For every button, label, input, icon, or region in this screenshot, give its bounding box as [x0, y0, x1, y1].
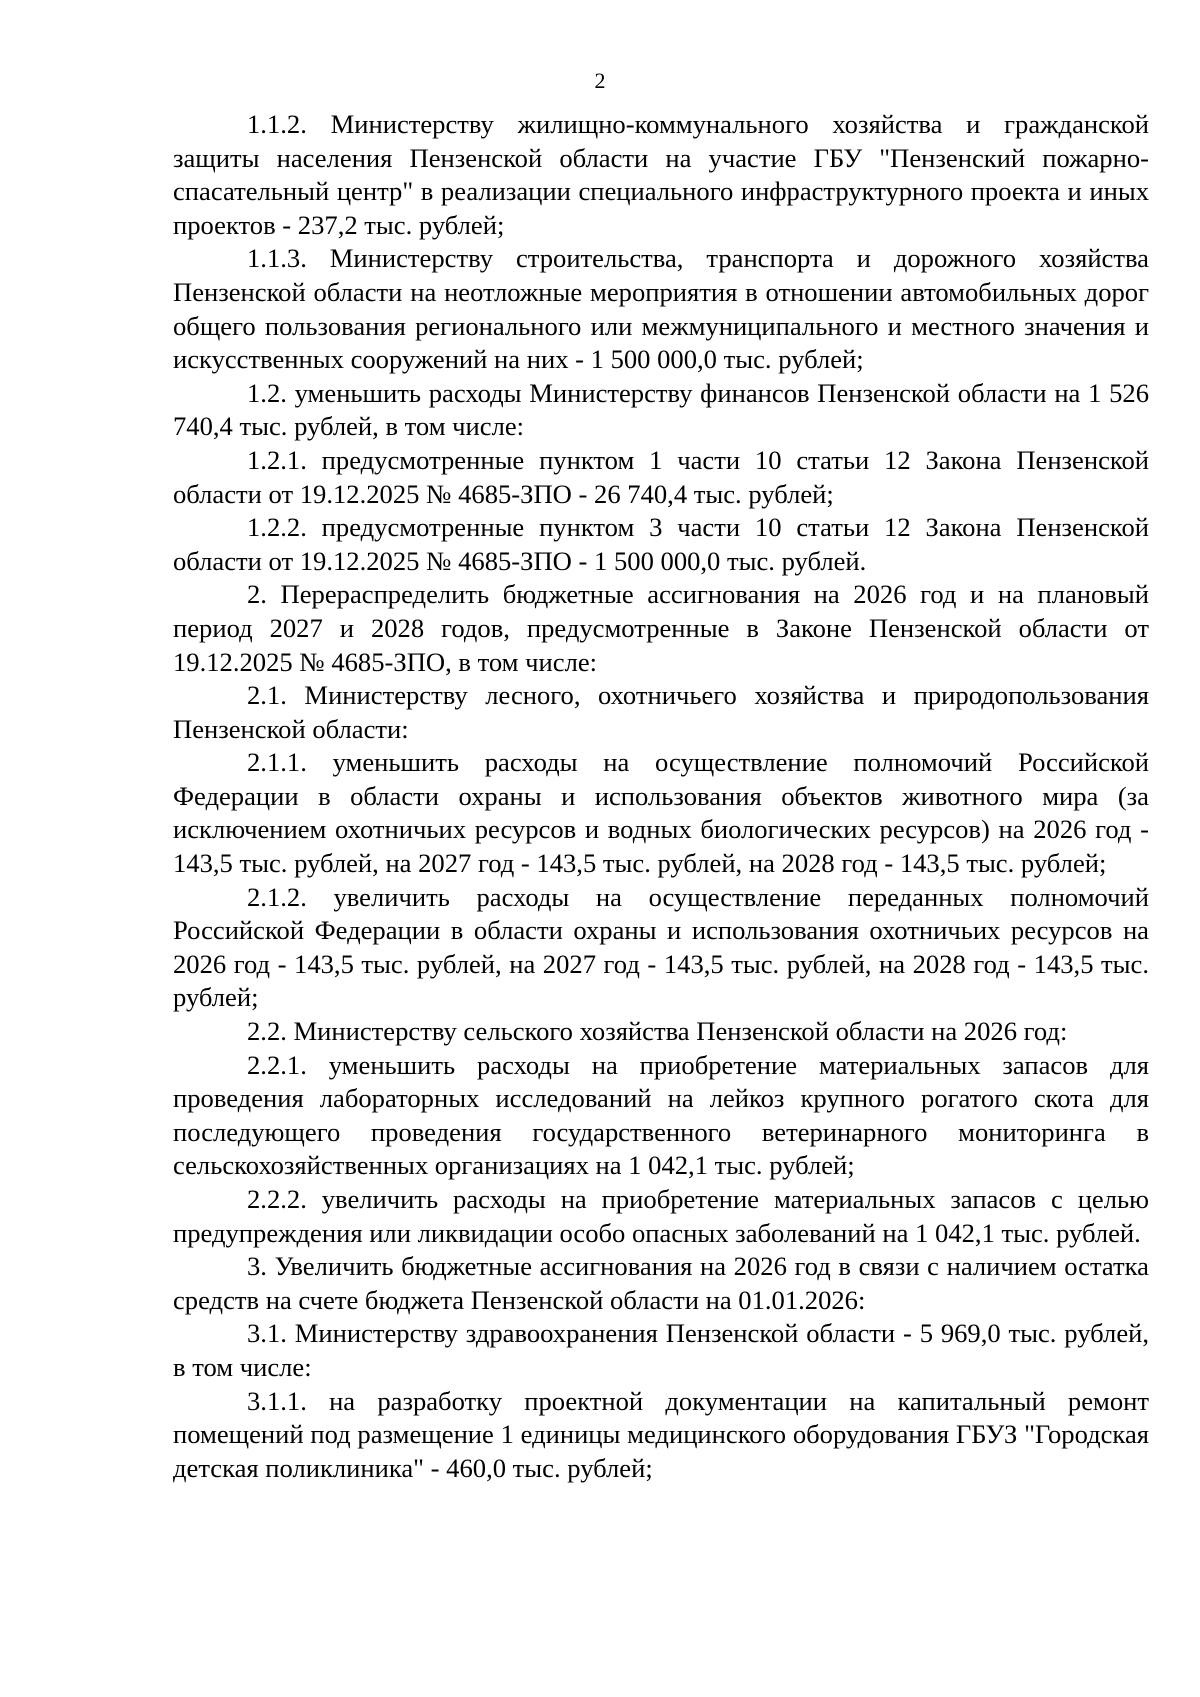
paragraph-1-1-2: 1.1.2. Министерству жилищно-коммунального хозяйства и гражданской защиты населения Пензенской области на участие ГБУ "Пензенский пожарно-спасательный центр" в реализации специального инфраструктурного проекта и иных проектов - 237,2 тыс. рублей; — [173, 109, 1149, 240]
paragraph-3-1: 3.1. Министерству здравоохранения Пензенской области - 5 969,0 тыс. рублей, в том числе: — [173, 1318, 1149, 1382]
paragraph-3: 3. Увеличить бюджетные ассигнования на 2026 год в связи с наличием остатка средств на счете бюджета Пензенской области на 01.01.2026: — [173, 1251, 1149, 1315]
document-body — [173, 108, 1149, 1485]
paragraph-2-2-1: 2.2.1. уменьшить расходы на приобретение материальных запасов для проведения лабораторных исследований на лейкоз крупного рогатого скота для последующего проведения государственного ветеринарного мониторинга в сельскохозяйственных организациях на 1 042,1 тыс. рублей; — [173, 1049, 1149, 1181]
paragraph-1-2-2: 1.2.2. предусмотренные пунктом 3 части 10 статьи 12 Закона Пензенской области от 19.12.2025 № 4685-ЗПО - 1 500 000,0 тыс. рублей. — [173, 512, 1149, 576]
paragraph-1-2-1: 1.2.1. предусмотренные пунктом 1 части 10 статьи 12 Закона Пензенской области от 19.12.2025 № 4685-ЗПО - 26 740,4 тыс. рублей; — [173, 444, 1149, 509]
paragraph-2-1-1: 2.1.1. уменьшить расходы на осуществление полномочий Российской Федерации в области охраны и использования объектов животного мира (за исключением охотничьих ресурсов и водных биологических ресурсов) на 2026 год - 143,5 тыс. рублей, на 2027 год - 143,5 тыс. рублей, на 2028 год - 143,5 тыс. рублей; — [173, 747, 1149, 879]
paragraph-1-1-3: 1.1.3. Министерству строительства, транспорта и дорожного хозяйства Пензенской области на неотложные мероприятия в отношении автомобильных дорог общего пользования регионального или межмуниципального и местного значения и искусственных сооружений на них - 1 500 000,0 тыс. рублей; — [173, 243, 1149, 375]
paragraph-2: 2. Перераспределить бюджетные ассигнования на 2026 год и на плановый период 2027 и 2028 годов, предусмотренные в Законе Пензенской области от 19.12.2025 № 4685-ЗПО, в том числе: — [173, 579, 1149, 677]
paragraph-2-2-2: 2.2.2. увеличить расходы на приобретение материальных запасов с целью предупреждения или ликвидации особо опасных заболеваний на 1 042,1 тыс. рублей. — [173, 1184, 1149, 1248]
paragraph-1-2: 1.2. уменьшить расходы Министерству финансов Пензенской области на 1 526 740,4 тыс. рублей, в том числе: — [173, 377, 1149, 442]
page-number: 2 — [594, 68, 606, 93]
paragraph-2-1-2: 2.1.2. увеличить расходы на осуществление переданных полномочий Российской Федерации в области охраны и использования охотничьих ресурсов на 2026 год - 143,5 тыс. рублей, на 2027 год - 143,5 тыс. рублей, на 2028 год - 143,5 тыс. рублей; — [173, 881, 1149, 1013]
paragraph-2-2: 2.2. Министерству сельского хозяйства Пензенской области на 2026 год: — [247, 1016, 1068, 1047]
paragraph-3-1-1: 3.1.1. на разработку проектной документации на капитальный ремонт помещений под размещение 1 единицы медицинского оборудования ГБУЗ "Городская детская поликлиника" - 460,0 тыс. рублей; — [173, 1385, 1149, 1483]
paragraph-2-1: 2.1. Министерству лесного, охотничьего хозяйства и природопользования Пензенской области: — [173, 680, 1149, 744]
